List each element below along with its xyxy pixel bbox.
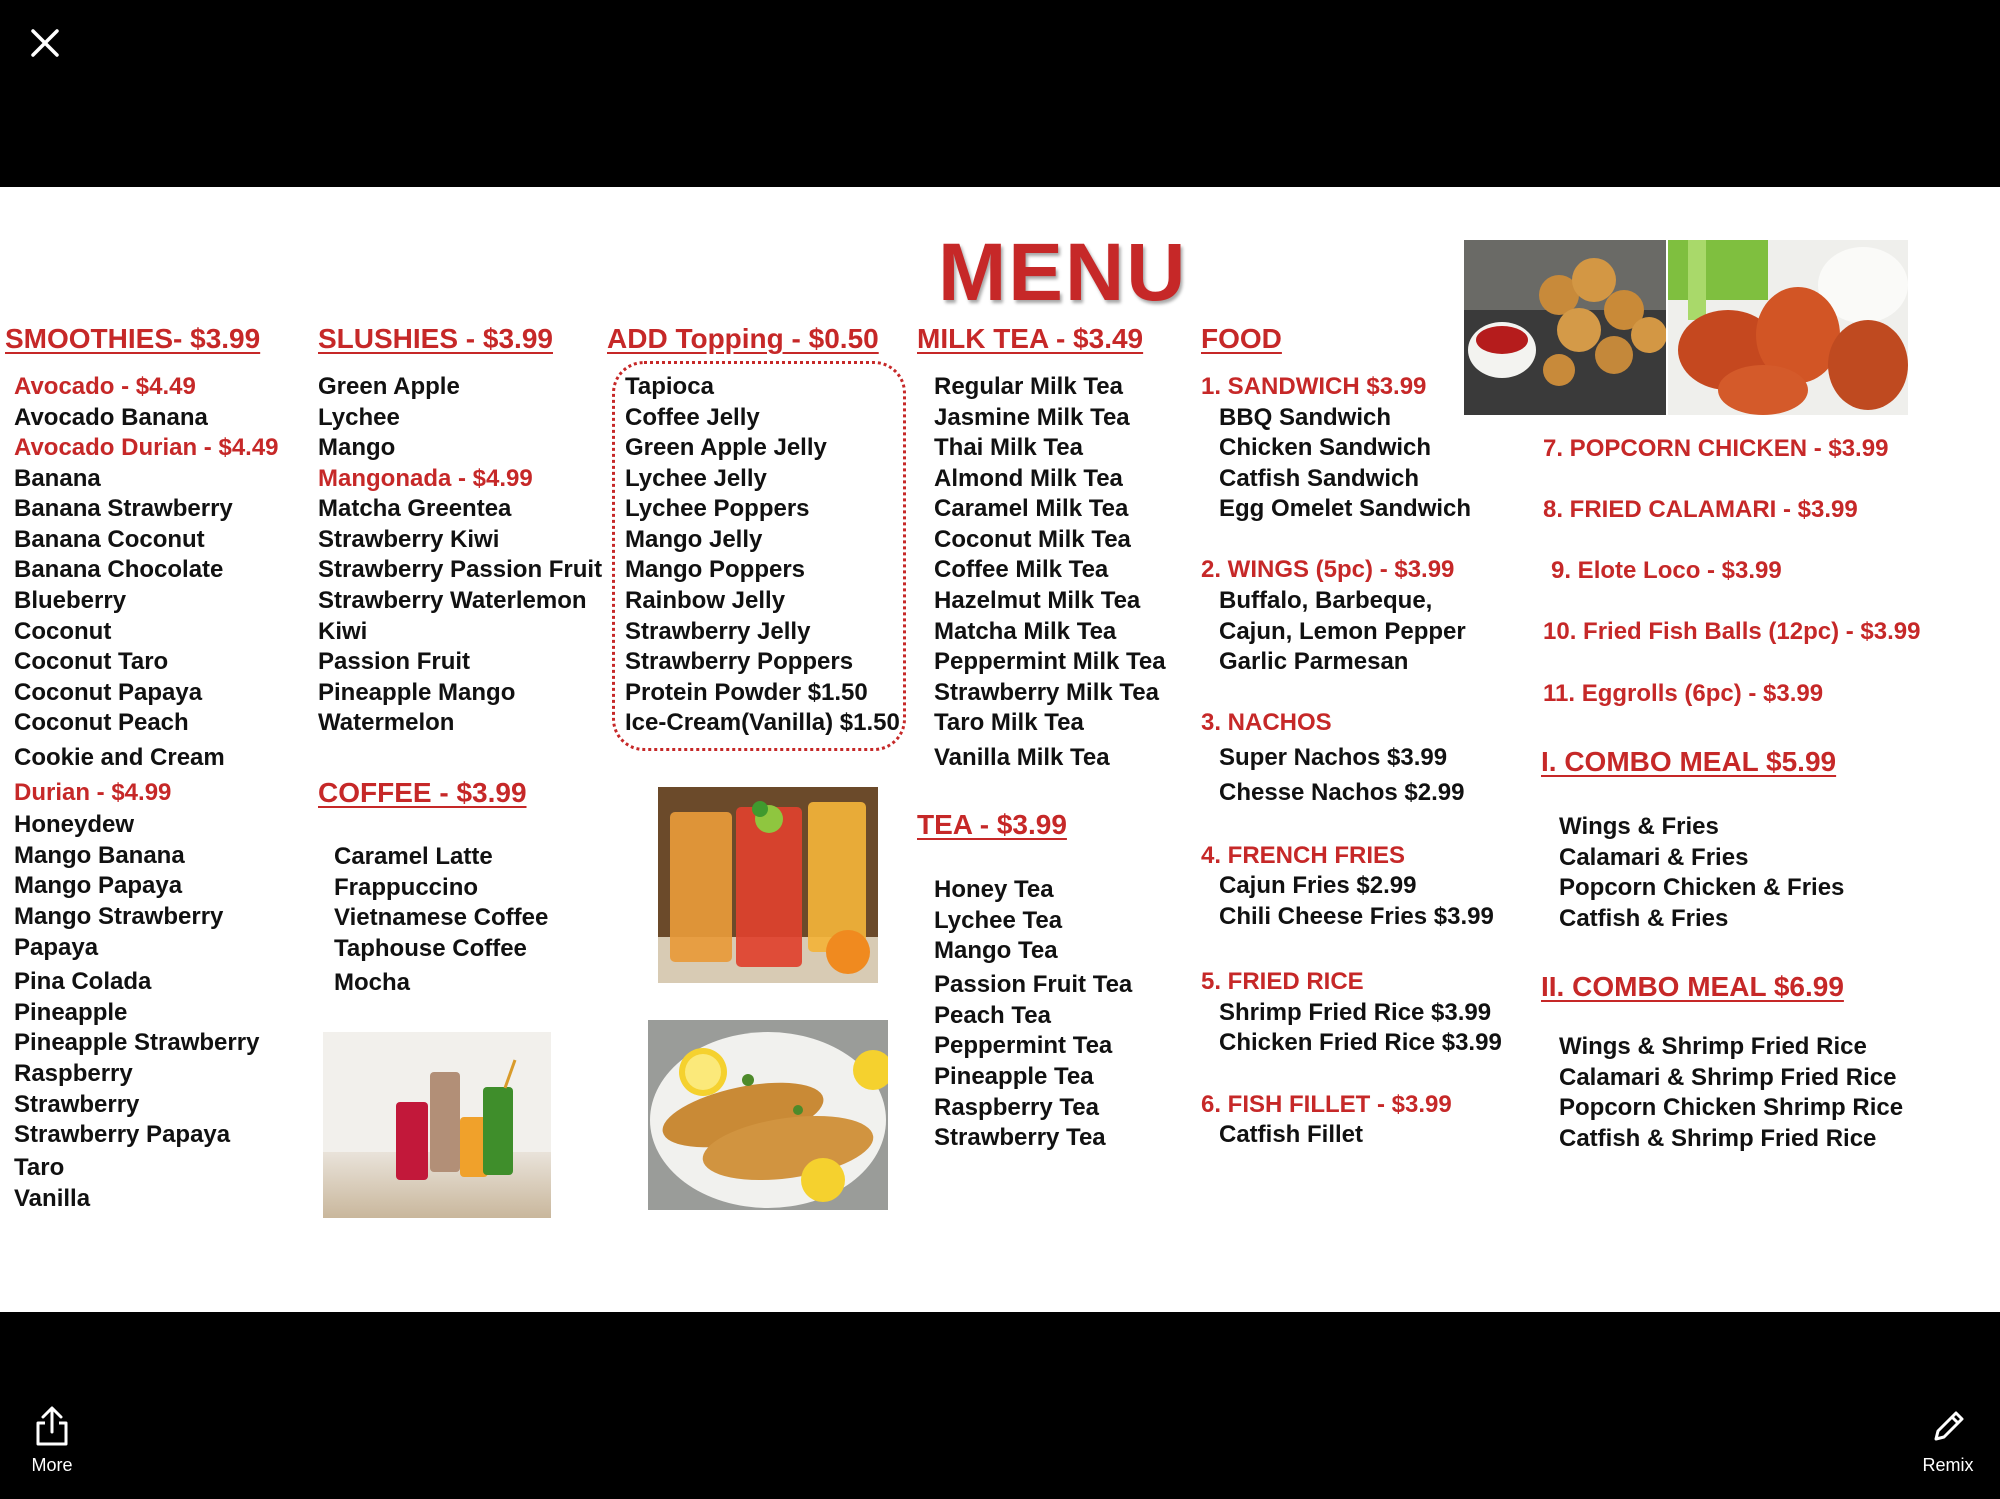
list-item: Strawberry Jelly (625, 618, 811, 645)
list-item: Catfish & Fries (1559, 905, 1729, 932)
list-item: Shrimp Fried Rice $3.99 (1219, 999, 1492, 1026)
list-item: 11. Eggrolls (6pc) - $3.99 (1543, 680, 1824, 707)
list-item: Passion Fruit (318, 648, 471, 675)
list-item: Passion Fruit Tea (934, 971, 1133, 998)
list-item: Avocado Banana (14, 404, 208, 431)
smoothies-header: SMOOTHIES- $3.99 (5, 323, 261, 354)
list-item: Chesse Nachos $2.99 (1219, 779, 1465, 806)
list-item: Honeydew (14, 811, 135, 838)
list-item: Watermelon (318, 709, 455, 736)
list-item: Almond Milk Tea (934, 465, 1123, 492)
list-item: Super Nachos $3.99 (1219, 744, 1448, 771)
list-item: Avocado Durian - $4.49 (14, 434, 279, 461)
close-icon (22, 20, 68, 66)
list-item: Coconut Milk Tea (934, 526, 1131, 553)
list-item: Banana Coconut (14, 526, 205, 553)
close-button[interactable] (22, 20, 68, 66)
list-item: Strawberry (14, 1091, 140, 1118)
list-item: Thai Milk Tea (934, 434, 1083, 461)
list-item: Protein Powder $1.50 (625, 679, 868, 706)
list-item: Banana Chocolate (14, 556, 224, 583)
list-item: Rainbow Jelly (625, 587, 786, 614)
list-item: 1. SANDWICH $3.99 (1201, 373, 1427, 400)
list-item: Mango Poppers (625, 556, 806, 583)
list-item: Cajun, Lemon Pepper (1219, 618, 1466, 645)
list-item: Chicken Fried Rice $3.99 (1219, 1029, 1502, 1056)
menu-title: MENU (938, 227, 1188, 318)
list-item: Coffee Jelly (625, 404, 760, 431)
wings-photo (1668, 240, 1908, 415)
list-item: Strawberry Kiwi (318, 526, 500, 553)
list-item: Wings & Shrimp Fried Rice (1559, 1033, 1867, 1060)
list-item: Mango Banana (14, 842, 185, 869)
list-item: Cajun Fries $2.99 (1219, 872, 1417, 899)
list-item: Catfish Sandwich (1219, 465, 1420, 492)
menu-image (0, 187, 2000, 1312)
list-item: BBQ Sandwich (1219, 404, 1392, 431)
list-item: Green Apple (318, 373, 460, 400)
list-item: Peppermint Milk Tea (934, 648, 1166, 675)
list-item: Blueberry (14, 587, 127, 614)
list-item: Coconut Taro (14, 648, 169, 675)
list-item: 8. FRIED CALAMARI - $3.99 (1543, 496, 1858, 523)
list-item: Lychee (318, 404, 400, 431)
list-item: Popcorn Chicken Shrimp Rice (1559, 1094, 1904, 1121)
milk-tea-header: MILK TEA - $3.49 (917, 323, 1144, 354)
list-item: Lychee Jelly (625, 465, 767, 492)
list-item: Cookie and Cream (14, 744, 225, 771)
list-item: 2. WINGS (5pc) - $3.99 (1201, 556, 1455, 583)
food-header: FOOD (1201, 323, 1282, 354)
list-item: Regular Milk Tea (934, 373, 1123, 400)
list-item: Lychee Poppers (625, 495, 810, 522)
list-item: Calamari & Shrimp Fried Rice (1559, 1064, 1897, 1091)
list-item: Wings & Fries (1559, 813, 1719, 840)
list-item: Frappuccino (334, 874, 479, 901)
list-item: Mango Tea (934, 937, 1058, 964)
list-item: 9. Elote Loco - $3.99 (1551, 557, 1782, 584)
list-item: Vietnamese Coffee (334, 904, 549, 931)
list-item: Pineapple Tea (934, 1063, 1094, 1090)
bottom-toolbar (0, 1312, 2000, 1499)
list-item: Coffee Milk Tea (934, 556, 1109, 583)
remix-label: Remix (1922, 1455, 1974, 1475)
iced-drinks-photo (658, 787, 878, 983)
list-item: Strawberry Tea (934, 1124, 1106, 1151)
list-item: Coconut Peach (14, 709, 189, 736)
list-item: Green Apple Jelly (625, 434, 827, 461)
list-item: Egg Omelet Sandwich (1219, 495, 1472, 522)
list-item: Tapioca (625, 373, 714, 400)
list-item: Vanilla (14, 1185, 91, 1212)
list-item: Strawberry Waterlemon (318, 587, 587, 614)
more-button[interactable] (2, 1405, 102, 1476)
list-item: Caramel Milk Tea (934, 495, 1129, 522)
list-item: Strawberry Poppers (625, 648, 854, 675)
list-item: 7. POPCORN CHICKEN - $3.99 (1543, 435, 1889, 462)
list-item: Popcorn Chicken & Fries (1559, 874, 1845, 901)
list-item: 4. FRENCH FRIES (1201, 842, 1406, 869)
list-item: Mango Papaya (14, 872, 183, 899)
list-item: Matcha Milk Tea (934, 618, 1117, 645)
list-item: 6. FISH FILLET - $3.99 (1201, 1091, 1452, 1118)
list-item: Honey Tea (934, 876, 1054, 903)
list-item: Vanilla Milk Tea (934, 744, 1110, 771)
list-item: Matcha Greentea (318, 495, 512, 522)
pencil-icon (1928, 1405, 1968, 1447)
remix-button[interactable] (1898, 1405, 1998, 1476)
tea-header: TEA - $3.99 (917, 809, 1067, 840)
list-item: Raspberry Tea (934, 1094, 1099, 1121)
list-item: Ice-Cream(Vanilla) $1.50 (625, 709, 900, 736)
more-label: More (31, 1455, 73, 1475)
list-item: Lychee Tea (934, 907, 1063, 934)
combo2-header: II. COMBO MEAL $6.99 (1541, 971, 1844, 1002)
list-item: Papaya (14, 934, 99, 961)
list-item: 10. Fried Fish Balls (12pc) - $3.99 (1543, 618, 1921, 645)
list-item: Mango Jelly (625, 526, 763, 553)
share-icon (32, 1405, 72, 1447)
topping-header: ADD Topping - $0.50 (607, 323, 879, 354)
list-item: Kiwi (318, 618, 368, 645)
list-item: Strawberry Papaya (14, 1121, 231, 1148)
list-item: Catfish & Shrimp Fried Rice (1559, 1125, 1877, 1152)
list-item: 5. FRIED RICE (1201, 968, 1364, 995)
list-item: Peppermint Tea (934, 1032, 1113, 1059)
list-item: Calamari & Fries (1559, 844, 1749, 871)
list-item: Buffalo, Barbeque, (1219, 587, 1433, 614)
list-item: Banana Strawberry (14, 495, 233, 522)
list-item: Mango (318, 434, 396, 461)
list-item: Catfish Fillet (1219, 1121, 1364, 1148)
list-item: Strawberry Milk Tea (934, 679, 1159, 706)
list-item: Hazelmut Milk Tea (934, 587, 1141, 614)
list-item: Avocado - $4.49 (14, 373, 196, 400)
list-item: Durian - $4.99 (14, 779, 172, 806)
list-item: Chicken Sandwich (1219, 434, 1432, 461)
list-item: Chili Cheese Fries $3.99 (1219, 903, 1494, 930)
combo1-header: I. COMBO MEAL $5.99 (1541, 746, 1837, 777)
list-item: Coconut (14, 618, 112, 645)
fried-fish-photo (648, 1020, 888, 1210)
list-item: Pineapple (14, 999, 128, 1026)
smoothies-photo (323, 1032, 551, 1218)
list-item: Coconut Papaya (14, 679, 203, 706)
list-item: Pineapple Strawberry (14, 1029, 260, 1056)
list-item: Garlic Parmesan (1219, 648, 1409, 675)
coffee-header: COFFEE - $3.99 (318, 777, 527, 808)
list-item: Taro Milk Tea (934, 709, 1084, 736)
list-item: 3. NACHOS (1201, 709, 1332, 736)
list-item: Mangonada - $4.99 (318, 465, 533, 492)
list-item: Pineapple Mango (318, 679, 516, 706)
slushies-header: SLUSHIES - $3.99 (318, 323, 553, 354)
list-item: Taphouse Coffee (334, 935, 527, 962)
list-item: Peach Tea (934, 1002, 1051, 1029)
list-item: Taro (14, 1154, 65, 1181)
list-item: Caramel Latte (334, 843, 493, 870)
list-item: Mango Strawberry (14, 903, 224, 930)
list-item: Raspberry (14, 1060, 133, 1087)
popcorn-chicken-photo (1464, 240, 1666, 415)
list-item: Banana (14, 465, 101, 492)
list-item: Mocha (334, 969, 411, 996)
list-item: Pina Colada (14, 968, 152, 995)
list-item: Jasmine Milk Tea (934, 404, 1130, 431)
list-item: Strawberry Passion Fruit (318, 556, 603, 583)
